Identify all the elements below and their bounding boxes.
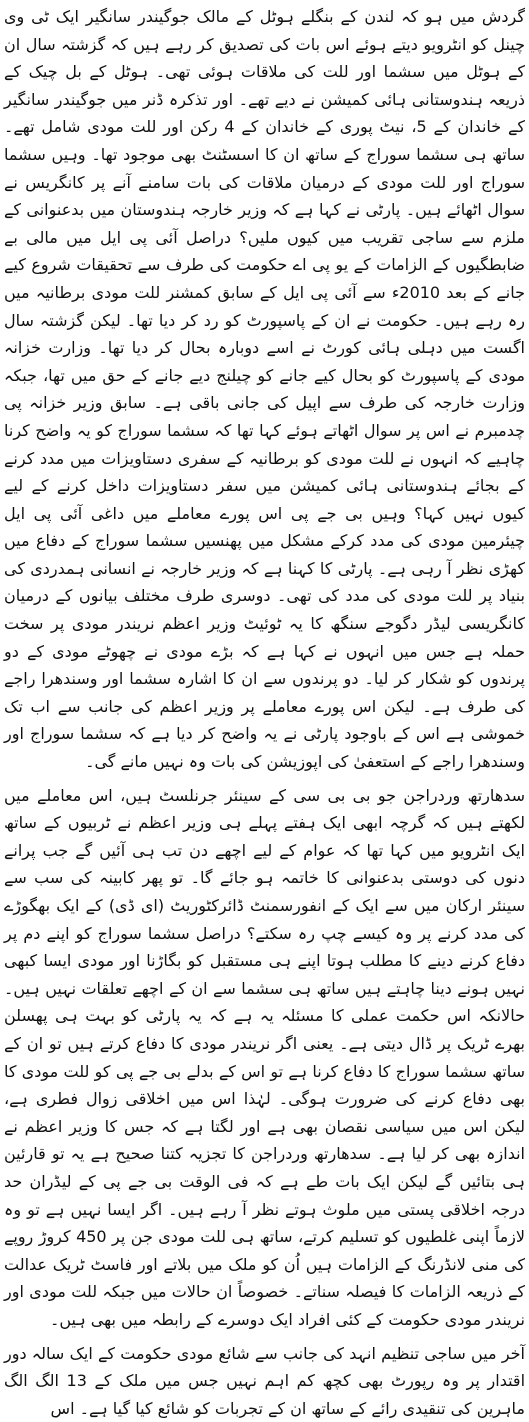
- article-paragraph-3: آخر میں ساجی تنظیم انہد کی جانب سے شائع مودی حکومت کے ایک سالہ دور اقتدار پر وہ رپورٹ بھی کچھ کم اہم نہیں جس میں ملک کے 13 الگ الگ ماہرین کی تنقیدی رائے کے ساتھ ان کے تجربات کو شائع کیا گیا ہے۔ اس: [4, 1340, 525, 1422]
- article-paragraph-2: سدھارتھ وردراجن جو بی بی سی کے سینئر جرنلسٹ ہیں، اس معاملے میں لکھتے ہیں کہ گرچہ ابھی ایک ہفتے پہلے ہی وزیر اعظم نے ٹربیوں کے ساتھ ایک انٹرویو میں کہا تھا کہ عوام کے لیے اچھے دن تب ہی آئیں گے جب پرانے دنوں کی دوستی بدعنوانی کا خاتمہ ہو جائے گا۔ تو پھر کابینہ کی سب سے سینئر ارکان میں سے ایک کے انفورسمنٹ ڈائرکٹوریٹ (ای ڈی) کے ایک بھگوڑے کی مدد کرنے پر وہ کیسے چپ رہ سکتے؟ دراصل سشما سوراج کو اپنے دم پر دفاع کرنے دینے کا مطلب ہوتا اپنے ہی مستقبل کو بگاڑنا اور مودی ایسا کبھی نہیں ہونے دینا چاہتے ہیں ساتھ ہی سشما سے ان کے اچھے تعلقات نہیں ہیں۔ حالانکہ اس حکمت عملی کا مسئلہ یہ ہے کہ یہ پارٹی کو بہت ہی پھسلن بھرے ٹریک پر ڈال دیتی ہے۔ یعنی اگر نریندر مودی کا دفاع کرتے ہیں تو ان کے ساتھ سشما سوراج کا دفاع کرنا ہے تو اس کے بدلے بی جے پی کو للت مودی کا بھی دفاع کرنے کی ضرورت ہوگی۔ لہٰذا اس میں اخلاقی زوال فطری ہے، لیکن اس میں سیاسی نقصان بھی ہے اور لگتا ہے کہ جس کا وزیر اعظم نے اندازہ بھی کر لیا ہے۔ سدھارتھ وردراجن کا تجزیہ کتنا صحیح ہے یہ تو قارئین ہی بتائیں گے لیکن ایک بات طے ہے کہ فی الوقت بی جے پی کے لیڈران حد درجہ اخلاقی پستی میں ملوث ہوتے نظر آ رہے ہیں۔ اگر ایسا نہیں ہے تو وہ لازماً اپنی غلطیوں کو تسلیم کرتے، ساتھ ہی للت مودی جن پر 450 کروڑ روپے کی منی لانڈرنگ کے الزامات ہیں اُن کو ملک میں بلاتے اور فاسٹ ٹریک عدالت کے ذریعہ الزامات کا فیصلہ سناتے۔ خصوصاً ان حالات میں جبکہ للت مودی اور نریندر مودی حکومت کے کئی افراد ایک دوسرے کے رابطہ میں بھی ہیں۔: [4, 782, 525, 1334]
- article-paragraph-1: گردش میں ہو کہ لندن کے بنگلے ہوٹل کے مالک جوگیندر سانگیر ایک ٹی وی چینل کو انٹرویو دیتے ہوئے اس بات کی تصدیق کر رہے ہیں کہ گزشتہ سال ان کے ہوٹل میں سشما اور للت کی ملاقات ہوئی تھی۔ ہوٹل کے بل چیک کے ذریعہ ہندوستانی ہائی کمیشن نے دیے تھے۔ اور تذکرہ ڈنر میں جوگیندر سانگیر کے خاندان کے 5، نیٹ پوری کے خاندان کے 4 رکن اور للت مودی شامل تھے۔ ساتھ ہی سشما سوراج کے ساتھ ان کا اسسٹنٹ بھی موجود تھا۔ وہیں سشما سوراج اور للت مودی کے درمیان ملاقات کی بات سامنے آنے پر کانگریس نے سوال اٹھائے ہیں۔ پارٹی نے کہا ہے کہ وزیر خارجہ ہندوستان میں بدعنوانی کے ملزم سے ساجی تقریب میں کیوں ملیں؟ دراصل آئی پی ایل میں مالی بے ضابطگیوں کے الزامات کے یو پی اے حکومت کی طرف سے تحقیقات شروع کیے جانے کے بعد 2010ء سے آئی پی ایل کے سابق کمشنر للت مودی برطانیہ میں رہ رہے ہیں۔ حکومت نے ان کے پاسپورٹ کو رد کر دیا تھا۔ لیکن گزشتہ سال اگست میں دہلی ہائی کورٹ نے اسے دوبارہ بحال کر دیا تھا۔ وزارت خزانہ مودی کے پاسپورٹ کو بحال کیے جانے کو چیلنج دیے جانے کے حق میں تھا، جبکہ وزارت خارجہ کی طرف سے اپیل کی جانی باقی ہے۔ سابق وزیر خزانہ پی چدمبرم نے اس پر سوال اٹھاتے ہوئے کہا تھا کہ سشما سوراج کو یہ واضح کرنا چاہیے کہ انہوں نے للت مودی کو برطانیہ کے سفری دستاویزات میں مدد کرنے کے بجائے ہندوستانی ہائی کمیشن میں سفر دستاویزات داخل کرنے کے لیے کیوں نہیں کہا؟ وہیں بی جے پی اس پورے معاملے میں داغی آئی پی ایل چیئرمین مودی کی مدد کرکے مشکل میں پھنسیں سشما سوراج کے دفاع میں کھڑی نظر آ رہی ہے۔ پارٹی کا کہنا ہے کہ وزیر خارجہ نے انسانی ہمدردی کی بنیاد پر للت مودی کی مدد کی تھی۔ دوسری طرف مختلف بیانوں کے درمیان کانگریسی لیڈر دگوجے سنگھ کا یہ ٹوئیٹ وزیر اعظم نریندر مودی پر سخت حملہ ہے جس میں انہوں نے کہا ہے کہ بڑے مودی نے چھوٹے مودی کے دو پرندوں کو شکار کر لیا۔ دو پرندوں سے ان کا اشارہ سشما اور وسندھرا راجے کی طرف ہے۔ لیکن اس پورے معاملے پر وزیر اعظم کی جانب سے اب تک خموشی ہے اس کے باوجود پارٹی نے یہ واضح کر دیا ہے کہ سشما سوراج اور وسندھرا راجے کے استعفیٰ کی اپوزیشن کی بات وہ نہیں مانے گی۔: [4, 3, 525, 776]
